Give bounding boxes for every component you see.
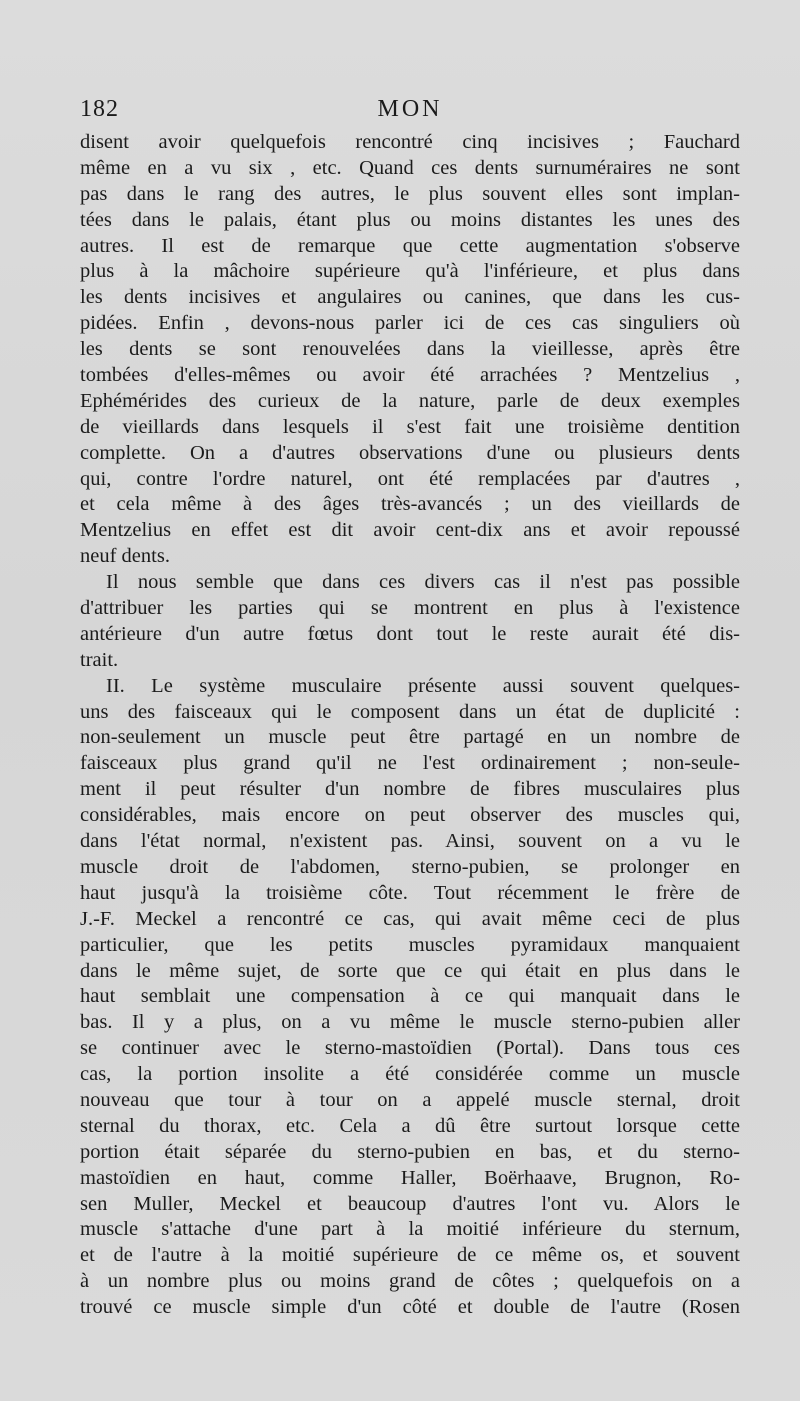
text-line: disent avoir quelquefois rencontré cinq incisives ; Fauchard	[80, 131, 740, 153]
text-line: plus à la mâchoire supérieure qu'à l'inférieure, et plus dans	[80, 260, 740, 283]
text-line: J.-F. Meckel a rencontré ce cas, qui avait même ceci de plus	[80, 907, 740, 930]
text-line: haut semblait une compensation à ce qui manquait dans le	[80, 985, 740, 1008]
text-line: pidées. Enfin , devons-nous parler ici de ces cas singuliers où	[80, 312, 740, 335]
text-line: les dents se sont renouvelées dans la vieillesse, après être	[80, 338, 740, 361]
page-number: 182	[80, 96, 119, 122]
text-line: haut jusqu'à la troisième côte. Tout récemment le frère de	[80, 881, 740, 904]
text-line: à un nombre plus ou moins grand de côtes ; quelquefois on a	[80, 1270, 740, 1293]
text-line: II. Le système musculaire présente aussi souvent quelques-	[106, 674, 740, 697]
text-line: non-seulement un muscle peut être partagé en un nombre de	[80, 726, 740, 749]
text-line: et de l'autre à la moitié supérieure de ce même os, et souvent	[80, 1244, 740, 1267]
text-line: ment il peut résulter d'un nombre de fibres musculaires plus	[80, 778, 740, 801]
text-line: Il nous semble que dans ces divers cas il n'est pas possible	[106, 571, 740, 594]
text-line: qui, contre l'ordre naturel, ont été remplacées par d'autres ,	[80, 467, 740, 490]
text-line: faisceaux plus grand qu'il ne l'est ordinairement ; non-seule-	[80, 752, 740, 775]
text-line: bas. Il y a plus, on a vu même le muscle sterno-pubien aller	[80, 1011, 740, 1034]
text-line: mastoïdien en haut, comme Haller, Boërhaave, Brugnon, Ro-	[80, 1166, 740, 1189]
text-line: muscle s'attache d'une part à la moitié inférieure du sternum,	[80, 1218, 740, 1241]
text-line: Ephémérides des curieux de la nature, parle de deux exemples	[80, 389, 740, 412]
text-line: Mentzelius en effet est dit avoir cent-dix ans et avoir repoussé	[80, 519, 740, 542]
text-line: de vieillards dans lesquels il s'est fait une troisième dentition	[80, 415, 740, 438]
running-head: MON	[377, 96, 443, 122]
text-line: nouveau que tour à tour on a appelé muscle sternal, droit	[80, 1088, 740, 1111]
text-line: tombées d'elles-mêmes ou avoir été arrachées ? Mentzelius ,	[80, 364, 740, 387]
text-line: trait.	[80, 648, 119, 671]
text-line: particulier, que les petits muscles pyramidaux manquaient	[80, 933, 740, 956]
text-line: considérables, mais encore on peut observer des muscles qui,	[80, 804, 740, 827]
text-line: même en a vu six , etc. Quand ces dents surnuméraires ne sont	[80, 156, 740, 179]
text-line: sen Muller, Meckel et beaucoup d'autres l'ont vu. Alors le	[80, 1192, 740, 1215]
text-line: tées dans le palais, étant plus ou moins distantes les unes des	[80, 208, 740, 231]
text-line: muscle droit de l'abdomen, sterno-pubien, se prolonger en	[80, 855, 740, 878]
text-line: sternal du thorax, etc. Cela a dû être surtout lorsque cette	[80, 1114, 740, 1137]
text-line: uns des faisceaux qui le composent dans un état de duplicité :	[80, 700, 740, 723]
text-line: portion était séparée du sterno-pubien en bas, et du sterno-	[80, 1140, 740, 1163]
text-line: autres. Il est de remarque que cette augmentation s'observe	[80, 234, 740, 257]
text-line: et cela même à des âges très-avancés ; un des vieillards de	[80, 493, 740, 516]
text-line: dans l'état normal, n'existent pas. Ainsi, souvent on a vu le	[80, 830, 740, 853]
text-line: pas dans le rang des autres, le plus souvent elles sont implan-	[80, 182, 740, 205]
text-line: dans le même sujet, de sorte que ce qui était en plus dans le	[80, 959, 740, 982]
text-line: les dents incisives et angulaires ou canines, que dans les cus-	[80, 286, 740, 309]
text-line: cas, la portion insolite a été considérée comme un muscle	[80, 1063, 740, 1086]
text-line: se continuer avec le sterno-mastoïdien (Portal). Dans tous ces	[80, 1037, 740, 1060]
page-header	[80, 96, 740, 126]
text-line: d'attribuer les parties qui se montrent en plus à l'existence	[80, 597, 740, 620]
text-line: antérieure d'un autre fœtus dont tout le reste aurait été dis-	[80, 622, 740, 645]
text-line: trouvé ce muscle simple d'un côté et double de l'autre (Rosen	[80, 1296, 740, 1319]
text-line: complette. On a d'autres observations d'une ou plusieurs dents	[80, 441, 740, 464]
text-line: neuf dents.	[80, 545, 170, 568]
body-text	[80, 130, 740, 1321]
